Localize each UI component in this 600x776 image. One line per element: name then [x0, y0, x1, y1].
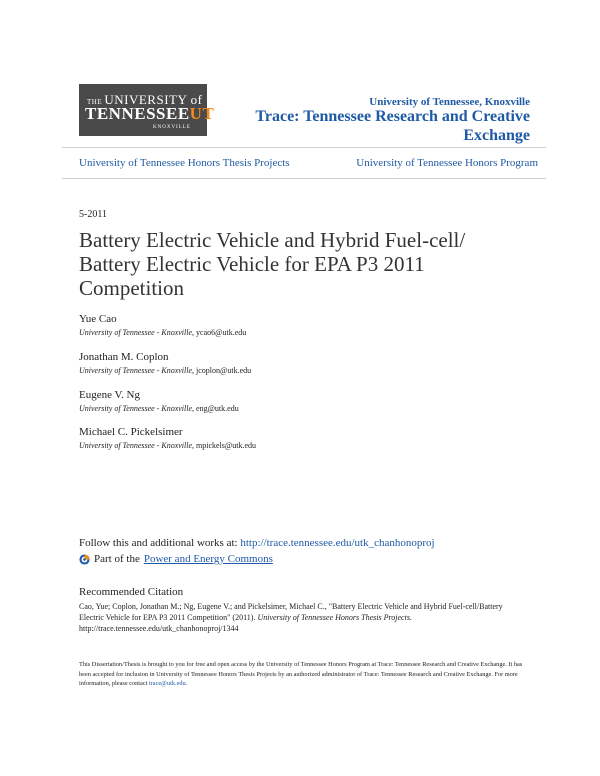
- commons-network-icon: [79, 554, 90, 565]
- logo-university-text: UNIVERSITY of: [104, 92, 203, 107]
- university-logo[interactable]: [79, 84, 215, 136]
- citation-text: [79, 601, 519, 634]
- divider-top: [62, 147, 546, 148]
- paper-title: Battery Electric Vehicle and Hybrid Fuel-cell/ Battery Electric Vehicle for EPA P3 2011 Competition: [79, 228, 466, 300]
- affiliation-text: University of Tennessee - Knoxville: [79, 366, 193, 375]
- author-name[interactable]: Eugene V. Ng: [79, 389, 141, 401]
- contact-email-link[interactable]: trace@utk.edu: [148, 680, 186, 687]
- part-of-line: [79, 553, 273, 565]
- access-statement-end: .: [185, 680, 188, 687]
- follow-text: Follow this and additional works at:: [79, 537, 238, 549]
- logo-the: THE: [87, 98, 103, 106]
- part-of-text: Part of the: [94, 553, 140, 565]
- citation-url[interactable]: http://trace.tennessee.edu/utk_chanhonoproj/1344: [79, 624, 239, 633]
- divider-bottom: [62, 178, 546, 179]
- logo-tennessee-text: TENNESSEE: [85, 104, 190, 123]
- logo-ut-mark: UT: [189, 104, 215, 123]
- author-email[interactable]: mpickels@utk.edu: [196, 441, 257, 450]
- publication-date: 5-2011: [79, 209, 107, 220]
- author-email[interactable]: jcoplon@utk.edu: [196, 366, 252, 375]
- commons-link[interactable]: Power and Energy Commons: [143, 553, 273, 565]
- author-email[interactable]: eng@utk.edu: [196, 404, 239, 413]
- affiliation-text: University of Tennessee - Knoxville: [79, 328, 193, 337]
- repository-link[interactable]: Trace: Tennessee Research and Creative Exchange: [255, 108, 530, 144]
- program-link[interactable]: University of Tennessee Honors Program: [356, 157, 538, 169]
- logo-knoxville-text: KNOXVILLE: [153, 125, 191, 130]
- access-statement: [79, 660, 529, 689]
- access-statement-text: This Dissertation/Thesis is brought to you for free and open access by the University of Tennessee Honors Program at Trace: Tennessee Research and Creative Exchange. It has been accepted for inclusion in University of Tennessee Honors Thesis Projects by an authorized administrator of Trace: Tennessee Research and Creative Exchange. For more information, please contact: [79, 661, 523, 687]
- author-affiliation: University of Tennessee - Knoxville, eng@utk.edu: [79, 404, 239, 413]
- author-name[interactable]: Jonathan M. Coplon: [79, 351, 169, 363]
- citation-heading: Recommended Citation: [79, 586, 184, 598]
- collection-url-link[interactable]: http://trace.tennessee.edu/utk_chanhonoproj: [240, 537, 435, 549]
- affiliation-text: University of Tennessee - Knoxville: [79, 404, 193, 413]
- citation-series: University of Tennessee Honors Thesis Projects.: [257, 613, 412, 622]
- author-affiliation: University of Tennessee - Knoxville, jcoplon@utk.edu: [79, 366, 252, 375]
- author-name[interactable]: Yue Cao: [79, 313, 117, 325]
- institution-link[interactable]: University of Tennessee, Knoxville: [369, 96, 530, 108]
- follow-line: [79, 537, 435, 549]
- affiliation-text: University of Tennessee - Knoxville: [79, 441, 193, 450]
- author-email[interactable]: ycao6@utk.edu: [196, 328, 247, 337]
- collection-link[interactable]: University of Tennessee Honors Thesis Projects: [79, 157, 290, 169]
- author-name[interactable]: Michael C. Pickelsimer: [79, 426, 183, 438]
- author-affiliation: University of Tennessee - Knoxville, ycao6@utk.edu: [79, 328, 247, 337]
- author-affiliation: University of Tennessee - Knoxville, mpickels@utk.edu: [79, 441, 257, 450]
- citation-body: Cao, Yue; Coplon, Jonathan M.; Ng, Eugene V.; and Pickelsimer, Michael C., "Battery Electric Vehicle and Hybrid Fuel-cell/Battery Electric Vehicle for EPA P3 2011 Competition" (2011).: [79, 602, 503, 622]
